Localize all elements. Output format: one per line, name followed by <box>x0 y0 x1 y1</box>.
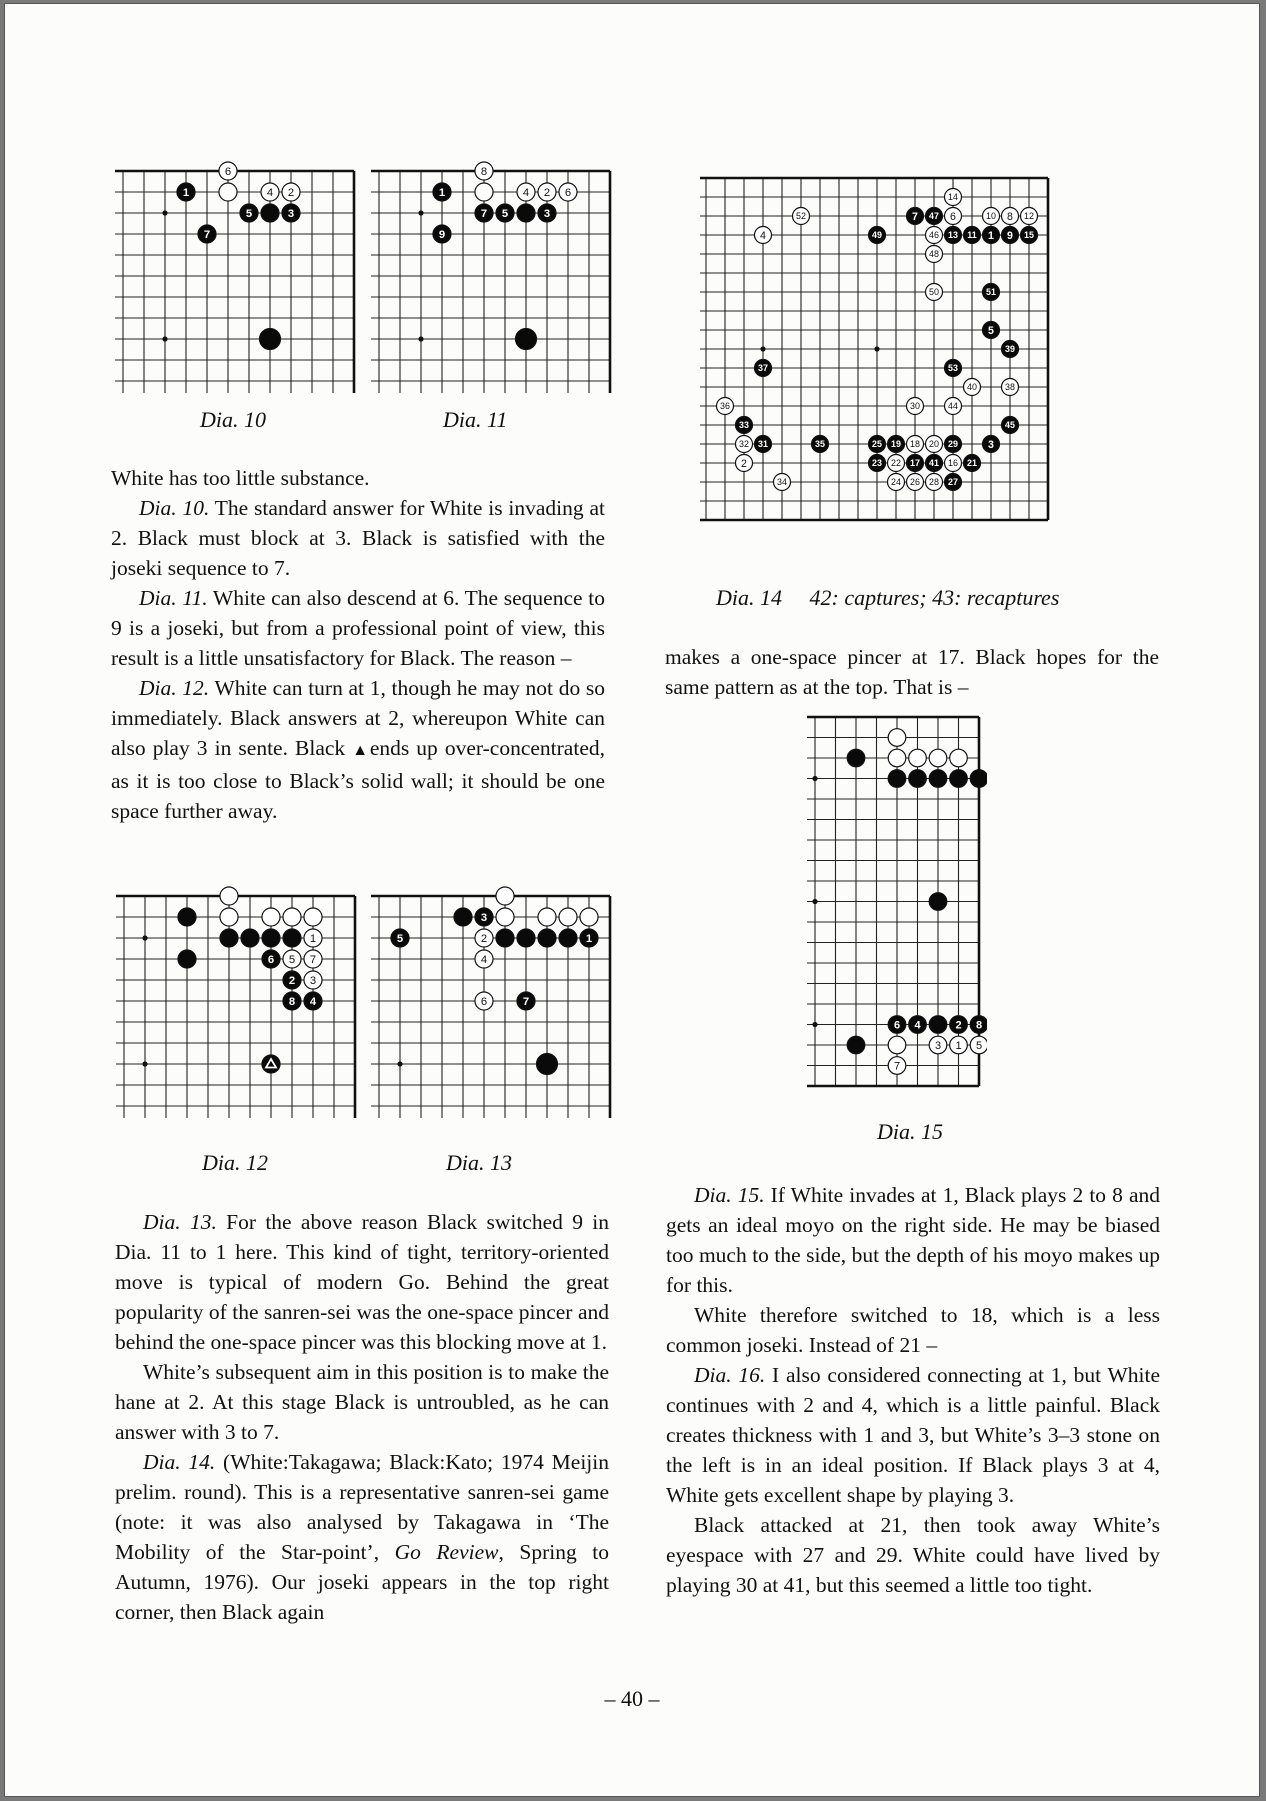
white-stone <box>1002 208 1019 225</box>
svg-text:2: 2 <box>480 933 488 946</box>
paragraph-lead: Dia. 14. <box>143 1450 216 1474</box>
black-stone <box>475 908 493 926</box>
black-stone <box>433 183 451 201</box>
black-stone <box>220 929 238 947</box>
white-stone <box>1002 379 1019 396</box>
text-column-right-mid <box>665 642 1159 702</box>
white-stone <box>475 929 493 947</box>
svg-text:4: 4 <box>266 187 274 200</box>
svg-text:8: 8 <box>480 166 488 179</box>
white-stone <box>970 1036 987 1054</box>
svg-text:1: 1 <box>988 229 994 242</box>
white-stone <box>538 183 556 201</box>
svg-text:46: 46 <box>929 230 939 241</box>
star-point <box>812 776 817 781</box>
black-stone <box>262 1055 280 1073</box>
black-stone <box>538 204 556 222</box>
black-stone <box>847 749 865 767</box>
white-stone <box>304 971 322 989</box>
svg-text:48: 48 <box>929 249 939 260</box>
black-stone <box>496 204 514 222</box>
svg-text:5: 5 <box>245 208 253 221</box>
black-stone <box>240 204 258 222</box>
black-stone <box>983 436 1000 453</box>
caption-dia-13: Dia. 13 <box>446 1150 512 1175</box>
book-page <box>4 3 1260 1797</box>
svg-text:5: 5 <box>288 954 296 967</box>
svg-text:31: 31 <box>758 439 768 450</box>
paragraph: makes a one-space pincer at 17. Black hopes for the same pattern as at the top. That is – <box>665 645 1159 699</box>
white-stone <box>755 227 772 244</box>
white-stone <box>926 474 943 491</box>
svg-text:25: 25 <box>872 439 882 450</box>
black-stone <box>950 1016 968 1034</box>
white-stone <box>945 398 962 415</box>
white-stone <box>475 162 493 180</box>
white-stone <box>538 908 556 926</box>
black-stone <box>496 929 514 947</box>
white-stone <box>717 398 734 415</box>
white-stone <box>580 908 598 926</box>
star-point <box>760 346 765 351</box>
svg-text:8: 8 <box>288 996 296 1009</box>
svg-text:7: 7 <box>203 229 211 242</box>
black-stone <box>888 436 905 453</box>
go-board-dia-13 <box>371 884 618 1118</box>
triangle-marker-icon: ▲ <box>352 742 370 759</box>
svg-text:10: 10 <box>986 211 996 222</box>
svg-text:2: 2 <box>288 975 296 988</box>
black-stone <box>538 929 556 947</box>
white-stone <box>736 455 753 472</box>
white-stone <box>475 950 493 968</box>
paragraph: White has too little substance. <box>111 466 370 490</box>
black-stone <box>517 992 535 1010</box>
white-stone <box>517 183 535 201</box>
black-stone <box>869 436 886 453</box>
svg-text:1: 1 <box>955 1039 962 1052</box>
white-stone <box>793 208 810 225</box>
white-stone <box>304 908 322 926</box>
white-stone <box>475 183 493 201</box>
svg-text:23: 23 <box>872 458 882 469</box>
svg-text:7: 7 <box>522 996 530 1009</box>
svg-text:3: 3 <box>287 208 295 221</box>
svg-text:1: 1 <box>309 933 317 946</box>
black-stone <box>178 950 196 968</box>
paragraph: Dia. 14. (White:Takagawa; Black:Kato; 1974 Meijin prelim. round). This is a representative sanren-sei game (note: it was also analysed by Takagawa in ‘The Mobility of the Star-point’, Go Review, Spring to Autumn, 1976). Our joseki appears in the top right corner, then Black again <box>115 1450 610 1624</box>
white-stone <box>950 1036 968 1054</box>
text-column-left-top <box>111 463 605 826</box>
white-stone <box>475 992 493 1010</box>
svg-text:3: 3 <box>543 208 551 221</box>
svg-text:15: 15 <box>1024 230 1034 241</box>
black-stone <box>516 329 537 350</box>
svg-text:9: 9 <box>1007 229 1013 242</box>
svg-text:6: 6 <box>893 1019 901 1032</box>
svg-text:11: 11 <box>967 230 977 241</box>
white-stone <box>774 474 791 491</box>
svg-text:3: 3 <box>934 1039 942 1052</box>
black-stone <box>262 929 280 947</box>
text-column-right-bottom <box>666 1180 1160 1600</box>
svg-text:13: 13 <box>948 230 958 241</box>
svg-text:32: 32 <box>739 439 749 450</box>
star-point <box>142 935 147 940</box>
svg-text:16: 16 <box>948 458 958 469</box>
black-stone <box>454 908 472 926</box>
black-stone <box>907 455 924 472</box>
white-stone <box>496 887 514 905</box>
white-stone <box>945 189 962 206</box>
svg-text:4: 4 <box>480 954 488 967</box>
black-stone <box>304 992 322 1010</box>
svg-text:3: 3 <box>480 912 488 925</box>
white-stone <box>282 183 300 201</box>
go-board-dia-15 <box>807 711 987 1092</box>
svg-text:6: 6 <box>224 166 232 179</box>
svg-text:22: 22 <box>891 458 901 469</box>
svg-text:27: 27 <box>948 477 958 488</box>
white-stone <box>929 1036 947 1054</box>
svg-text:49: 49 <box>872 230 882 241</box>
caption-dia-12: Dia. 12 <box>202 1150 268 1175</box>
black-stone <box>433 225 451 243</box>
black-stone <box>517 204 535 222</box>
white-stone <box>907 474 924 491</box>
svg-text:2: 2 <box>741 457 747 470</box>
svg-text:39: 39 <box>1005 344 1015 355</box>
svg-text:6: 6 <box>480 996 488 1009</box>
black-stone <box>755 360 772 377</box>
white-stone <box>559 908 577 926</box>
black-stone <box>907 208 924 225</box>
white-stone <box>888 1057 906 1075</box>
white-stone <box>888 1036 906 1054</box>
caption-dia-15: Dia. 15 <box>877 1119 943 1144</box>
svg-text:2: 2 <box>955 1019 962 1032</box>
black-stone <box>847 1036 865 1054</box>
svg-text:12: 12 <box>1024 211 1034 222</box>
black-stone <box>983 227 1000 244</box>
black-stone <box>198 225 216 243</box>
black-stone <box>755 436 772 453</box>
svg-text:1: 1 <box>438 187 446 200</box>
svg-text:21: 21 <box>967 458 977 469</box>
white-stone <box>736 436 753 453</box>
text-column-left-bottom <box>115 1207 609 1627</box>
star-point <box>812 899 817 904</box>
black-stone <box>929 893 947 911</box>
white-stone <box>926 227 943 244</box>
black-stone <box>964 227 981 244</box>
svg-text:24: 24 <box>891 477 901 488</box>
black-stone <box>559 929 577 947</box>
paragraph: White therefore switched to 18, which is a less common joseki. Instead of 21 – <box>666 1303 1160 1357</box>
black-stone <box>926 208 943 225</box>
svg-text:8: 8 <box>975 1019 983 1032</box>
go-board-dia-10 <box>115 159 362 393</box>
white-stone <box>496 908 514 926</box>
svg-text:18: 18 <box>910 439 920 450</box>
svg-text:7: 7 <box>912 210 918 223</box>
svg-text:36: 36 <box>720 401 730 412</box>
white-stone <box>926 246 943 263</box>
paragraph: Dia. 10. The standard answer for White is invading at 2. Black must block at 3. Black is satisfied with the joseki sequence to 7. <box>111 496 605 580</box>
black-stone <box>283 971 301 989</box>
star-point <box>397 1061 402 1066</box>
svg-text:1: 1 <box>182 187 190 200</box>
star-point <box>162 336 167 341</box>
black-stone <box>736 417 753 434</box>
svg-text:4: 4 <box>760 229 766 242</box>
black-stone <box>970 1016 987 1034</box>
black-stone <box>1002 341 1019 358</box>
svg-text:5: 5 <box>988 324 994 337</box>
svg-text:52: 52 <box>796 211 806 222</box>
white-stone <box>219 162 237 180</box>
black-stone <box>888 770 906 788</box>
svg-text:4: 4 <box>914 1019 921 1032</box>
black-stone <box>909 770 927 788</box>
white-stone <box>907 398 924 415</box>
caption-dia-10: Dia. 10 <box>200 407 266 432</box>
paragraph-lead: Dia. 16. <box>694 1363 766 1387</box>
black-stone <box>926 455 943 472</box>
black-stone <box>909 1016 927 1034</box>
black-stone <box>812 436 829 453</box>
svg-text:40: 40 <box>967 382 977 393</box>
black-stone <box>888 1016 906 1034</box>
black-stone <box>983 284 1000 301</box>
black-stone <box>391 929 409 947</box>
paragraph: Dia. 12. White can turn at 1, though he may not do so immediately. Black answers at 2, whereupon White can also play 3 in sente. Black ▲ends up over-concentrated, as it is too close to Black’s solid wall; it should be one space further away. <box>111 676 605 823</box>
svg-text:8: 8 <box>1007 210 1013 223</box>
white-stone <box>945 208 962 225</box>
svg-text:35: 35 <box>815 439 825 450</box>
svg-text:45: 45 <box>1005 420 1015 431</box>
black-stone <box>537 1054 558 1075</box>
white-stone <box>909 749 927 767</box>
black-stone <box>475 204 493 222</box>
caption-dia-14-note: 42: captures; 43: recaptures <box>809 585 1060 610</box>
black-stone <box>950 770 968 788</box>
black-stone <box>869 455 886 472</box>
white-stone <box>888 749 906 767</box>
svg-text:14: 14 <box>948 192 958 203</box>
star-point <box>418 336 423 341</box>
black-stone <box>517 929 535 947</box>
svg-text:7: 7 <box>893 1060 901 1073</box>
svg-text:5: 5 <box>501 208 509 221</box>
white-stone <box>220 887 238 905</box>
black-stone <box>260 329 281 350</box>
paragraph: Black attacked at 21, then took away White’s eyespace with 27 and 29. White could have lived by playing 30 at 41, but this seemed a little too tight. <box>666 1513 1160 1597</box>
page-number: – 40 – <box>604 1686 660 1711</box>
svg-text:17: 17 <box>910 458 920 469</box>
white-stone <box>983 208 1000 225</box>
white-stone <box>926 284 943 301</box>
svg-text:1: 1 <box>585 933 593 946</box>
black-stone <box>580 929 598 947</box>
svg-text:6: 6 <box>950 210 956 223</box>
svg-text:6: 6 <box>267 954 275 967</box>
svg-text:5: 5 <box>396 933 404 946</box>
star-point <box>142 1061 147 1066</box>
paragraph-lead: Dia. 13. <box>143 1210 217 1234</box>
svg-text:50: 50 <box>929 287 939 298</box>
white-stone <box>261 183 279 201</box>
svg-text:51: 51 <box>986 287 996 298</box>
black-stone <box>929 770 947 788</box>
paragraph: Dia. 15. If White invades at 1, Black plays 2 to 8 and gets an ideal moyo on the right side. He may be biased too much to the side, but the depth of his moyo makes up for this. <box>666 1183 1160 1297</box>
white-stone <box>1021 208 1038 225</box>
svg-text:19: 19 <box>891 439 901 450</box>
white-stone <box>888 474 905 491</box>
white-stone <box>283 908 301 926</box>
white-stone <box>945 455 962 472</box>
svg-text:44: 44 <box>948 401 958 412</box>
black-stone <box>283 992 301 1010</box>
svg-text:29: 29 <box>948 439 958 450</box>
black-stone <box>970 770 987 788</box>
black-stone <box>241 929 259 947</box>
black-stone <box>1021 227 1038 244</box>
paragraph: White’s subsequent aim in this position is to make the hane at 2. At this stage Black is untroubled, as he can answer with 3 to 7. <box>115 1360 609 1444</box>
black-stone <box>929 1016 947 1034</box>
black-stone <box>945 227 962 244</box>
white-stone <box>220 908 238 926</box>
star-point <box>812 1022 817 1027</box>
white-stone <box>283 950 301 968</box>
white-stone <box>964 379 981 396</box>
go-board-dia-11 <box>371 159 618 393</box>
go-board-dia-12 <box>116 884 363 1118</box>
svg-text:47: 47 <box>929 211 939 222</box>
caption-dia-14-label: Dia. 14 <box>716 585 782 610</box>
black-stone <box>964 455 981 472</box>
star-point <box>418 210 423 215</box>
paragraph-lead: Dia. 10. <box>139 496 210 520</box>
black-stone <box>177 183 195 201</box>
caption-dia-11: Dia. 11 <box>443 407 508 432</box>
star-point <box>162 210 167 215</box>
black-stone <box>282 204 300 222</box>
paragraph: Dia. 11. White can also descend at 6. The sequence to 9 is a joseki, but from a professional point of view, this result is a little unsatisfactory for Black. The reason – <box>111 586 605 670</box>
svg-text:4: 4 <box>522 187 530 200</box>
svg-text:3: 3 <box>988 438 994 451</box>
black-stone <box>983 322 1000 339</box>
black-stone <box>1002 227 1019 244</box>
white-stone <box>304 950 322 968</box>
svg-text:38: 38 <box>1005 382 1015 393</box>
white-stone <box>219 183 237 201</box>
white-stone <box>929 749 947 767</box>
svg-text:9: 9 <box>438 229 446 242</box>
black-stone <box>945 360 962 377</box>
svg-text:4: 4 <box>309 996 317 1009</box>
black-stone <box>869 227 886 244</box>
svg-text:26: 26 <box>910 477 920 488</box>
black-stone <box>1002 417 1019 434</box>
svg-text:5: 5 <box>975 1039 983 1052</box>
white-stone <box>262 908 280 926</box>
black-stone <box>261 204 279 222</box>
svg-text:7: 7 <box>309 954 317 967</box>
black-stone <box>262 950 280 968</box>
black-stone <box>945 474 962 491</box>
svg-text:6: 6 <box>564 187 572 200</box>
paragraph: Dia. 16. I also considered connecting at 1, but White continues with 2 and 4, which is a little painful. Black creates thickness with 1 and 3, but White’s 3–3 stone on the left is in an ideal position. If Black plays 3 at 4, White gets excellent shape by playing 3. <box>666 1363 1160 1507</box>
svg-text:3: 3 <box>309 975 317 988</box>
star-point <box>874 346 879 351</box>
paragraph-lead: Dia. 15. <box>694 1183 765 1207</box>
white-stone <box>304 929 322 947</box>
svg-text:53: 53 <box>948 363 958 374</box>
svg-text:33: 33 <box>739 420 749 431</box>
paragraph-lead: Dia. 12. <box>139 676 210 700</box>
black-stone <box>945 436 962 453</box>
white-stone <box>907 436 924 453</box>
black-stone <box>178 908 196 926</box>
white-stone <box>888 729 906 747</box>
white-stone <box>888 455 905 472</box>
svg-text:2: 2 <box>543 187 551 200</box>
go-board-dia-14 <box>700 172 1054 526</box>
svg-text:30: 30 <box>910 401 920 412</box>
svg-text:7: 7 <box>480 208 488 221</box>
svg-text:28: 28 <box>929 477 939 488</box>
caption-dia-14 <box>716 585 1059 611</box>
svg-text:2: 2 <box>287 187 295 200</box>
svg-text:41: 41 <box>929 458 939 469</box>
white-stone <box>559 183 577 201</box>
paragraph: Dia. 13. For the above reason Black switched 9 in Dia. 11 to 1 here. This kind of tight, territory-oriented move is typical of modern Go. Behind the great popularity of the sanren-sei was the one-space pincer and behind the one-space pincer was this blocking move at 1. <box>115 1210 609 1354</box>
white-stone <box>926 436 943 453</box>
svg-text:34: 34 <box>777 477 787 488</box>
white-stone <box>950 749 968 767</box>
svg-text:20: 20 <box>929 439 939 450</box>
svg-text:37: 37 <box>758 363 768 374</box>
paragraph-lead: Dia. 11. <box>139 586 208 610</box>
black-stone <box>283 929 301 947</box>
